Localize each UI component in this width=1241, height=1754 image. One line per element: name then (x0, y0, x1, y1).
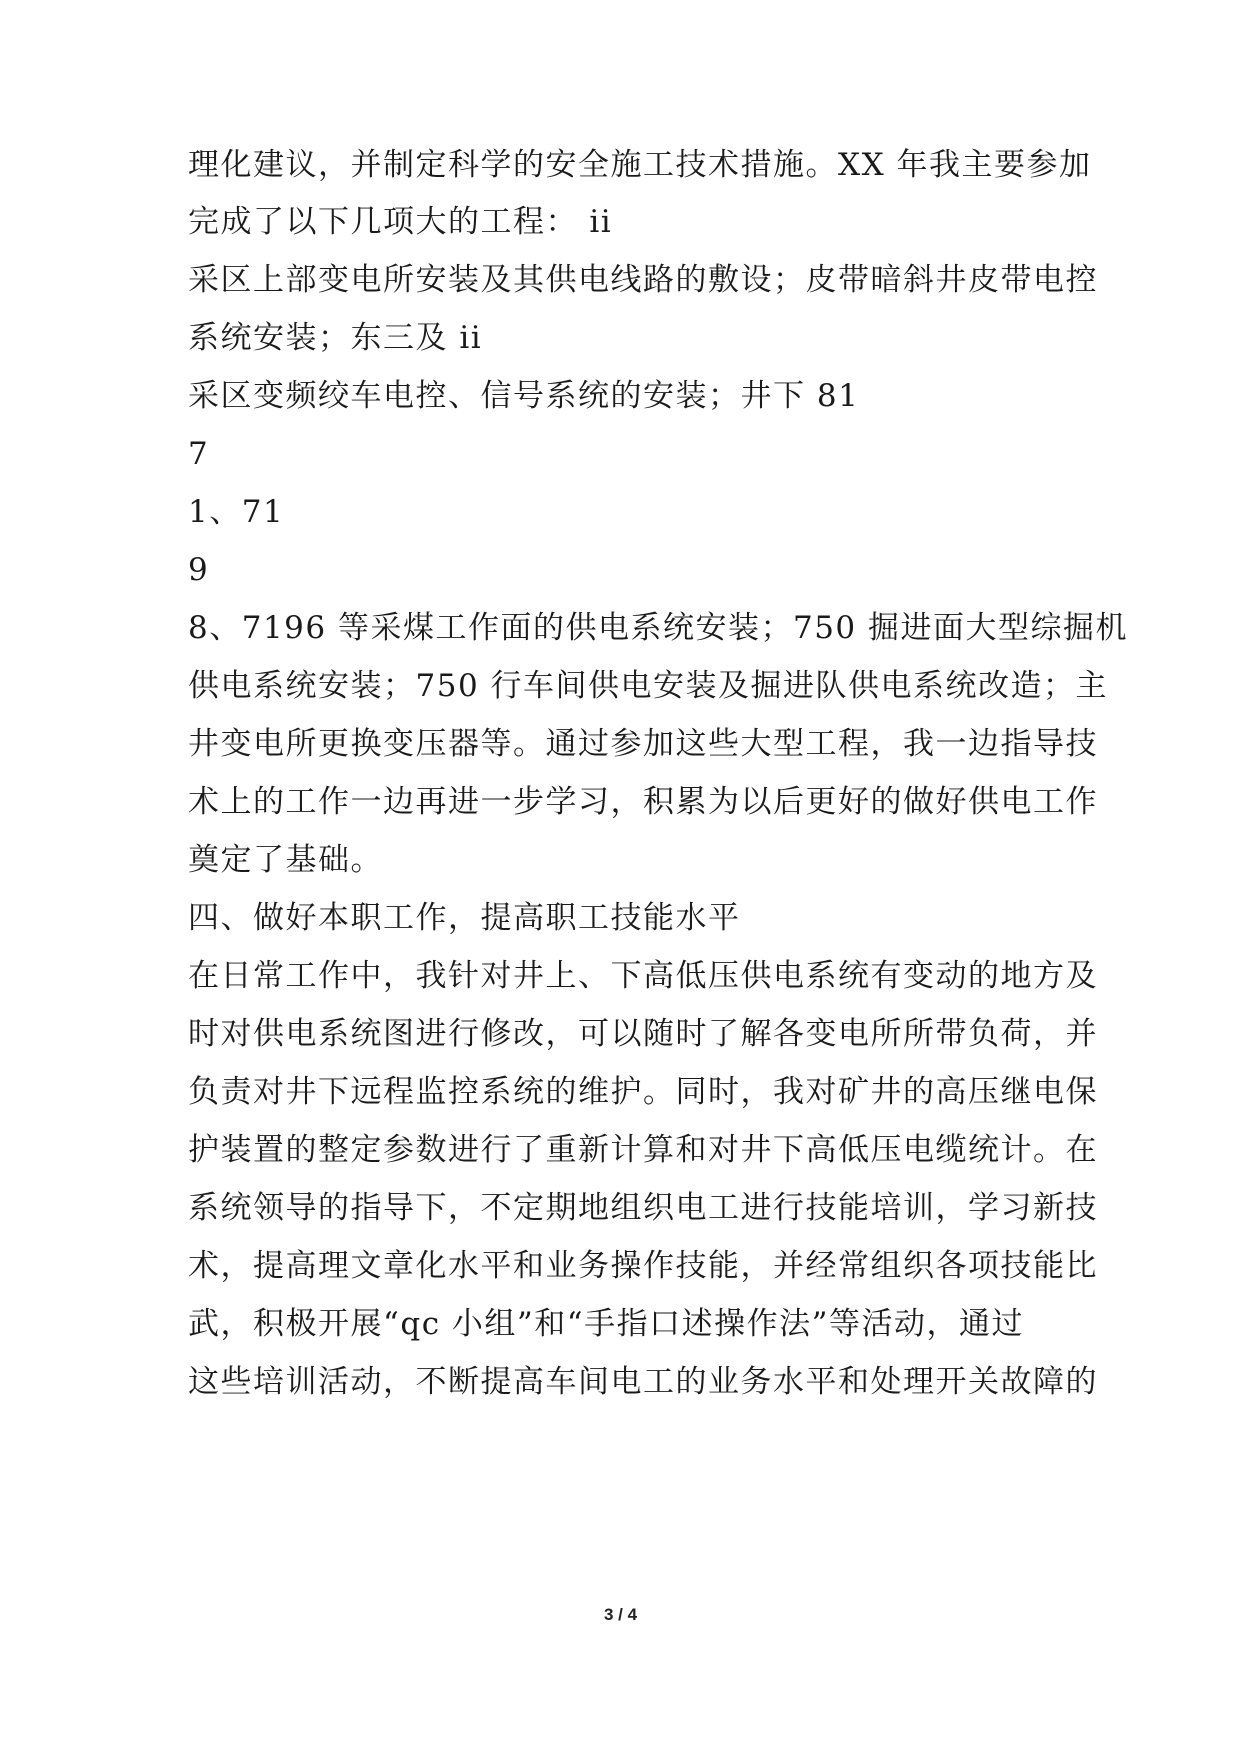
text-line: 护装置的整定参数进行了重新计算和对井下高低压电缆统计。在 (188, 1132, 1098, 1168)
text-line: 奠定了基础。 (188, 842, 383, 878)
text-line: 采区上部变电所安装及其供电线路的敷设；皮带暗斜井皮带电控 (188, 262, 1098, 298)
text-line: 这些培训活动，不断提高车间电工的业务水平和处理开关故障的 (188, 1364, 1098, 1400)
text-line: 完成了以下几项大的工程： ii (188, 204, 613, 240)
text-line: 1、71 (188, 494, 285, 530)
text-line: 系统领导的指导下，不定期地组织电工进行技能培训，学习新技 (188, 1190, 1098, 1226)
text-line: 系统安装；东三及 ii (188, 320, 483, 356)
page-number: 3 / 4 (603, 1605, 638, 1624)
text-line: 术上的工作一边再进一步学习，积累为以后更好的做好供电工作 (188, 784, 1098, 820)
text-line: 7 (188, 436, 210, 472)
text-line: 理化建议，并制定科学的安全施工技术措施。XX 年我主要参加 (188, 147, 1092, 183)
text-line: 9 (188, 552, 210, 588)
text-line: 武，积极开展“qc 小组”和“手指口述操作法”等活动，通过 (188, 1306, 1024, 1342)
text-line: 负责对井下远程监控系统的维护。同时，我对矿井的高压继电保 (188, 1074, 1098, 1110)
text-line: 在日常工作中，我针对井上、下高低压供电系统有变动的地方及 (188, 958, 1098, 994)
text-line: 8、7196 等采煤工作面的供电系统安装；750 掘进面大型综掘机 (188, 610, 1128, 646)
section-heading: 四、做好本职工作，提高职工技能水平 (188, 900, 741, 936)
text-line: 供电系统安装；750 行车间供电安装及掘进队供电系统改造；主 (188, 668, 1109, 704)
text-line: 采区变频绞车电控、信号系统的安装；井下 81 (188, 378, 860, 414)
text-line: 时对供电系统图进行修改，可以随时了解各变电所所带负荷，并 (188, 1016, 1098, 1052)
text-line: 术，提高理文章化水平和业务操作技能，并经常组织各项技能比 (188, 1248, 1098, 1284)
text-line: 井变电所更换变压器等。通过参加这些大型工程，我一边指导技 (188, 726, 1098, 762)
